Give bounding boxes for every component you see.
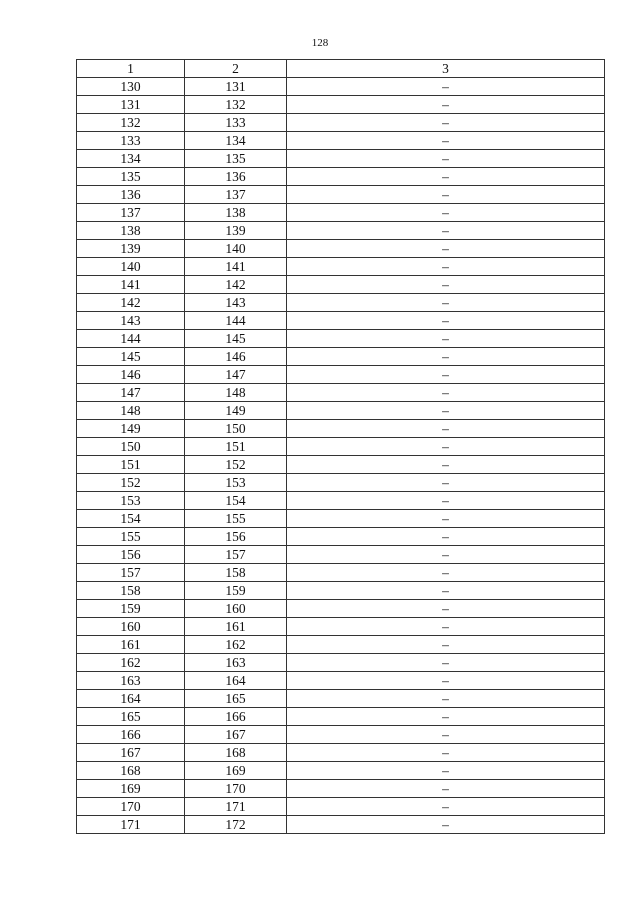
table-cell-col-1: 167	[77, 744, 185, 762]
table-cell-col-3: –	[287, 780, 605, 798]
table-row	[77, 798, 605, 816]
table-row	[77, 780, 605, 798]
table-cell-col-2: 152	[185, 456, 287, 474]
table-row	[77, 96, 605, 114]
table-row	[77, 330, 605, 348]
table-cell-col-2: 132	[185, 96, 287, 114]
table-row	[77, 294, 605, 312]
table-cell-col-3: –	[287, 474, 605, 492]
table-cell-col-3: –	[287, 762, 605, 780]
table-row	[77, 78, 605, 96]
table-row	[77, 492, 605, 510]
table-cell-col-3: –	[287, 222, 605, 240]
table-cell-col-2: 158	[185, 564, 287, 582]
table-row	[77, 582, 605, 600]
table-cell-col-1: 145	[77, 348, 185, 366]
table-cell-col-2: 145	[185, 330, 287, 348]
table-row	[77, 744, 605, 762]
table-cell-col-2: 131	[185, 78, 287, 96]
table-cell-col-3: –	[287, 96, 605, 114]
table-cell-col-1: 171	[77, 816, 185, 834]
table-row	[77, 690, 605, 708]
table-cell-col-2: 167	[185, 726, 287, 744]
table-cell-col-2: 169	[185, 762, 287, 780]
table-cell-col-3: –	[287, 546, 605, 564]
table-row	[77, 456, 605, 474]
table-cell-col-1: 156	[77, 546, 185, 564]
table-cell-col-2: 157	[185, 546, 287, 564]
table-row	[77, 240, 605, 258]
table-cell-col-1: 158	[77, 582, 185, 600]
table-row	[77, 816, 605, 834]
table-cell-col-2: 151	[185, 438, 287, 456]
table-row	[77, 474, 605, 492]
table-cell-col-1: 166	[77, 726, 185, 744]
table-cell-col-3: –	[287, 510, 605, 528]
table-row	[77, 546, 605, 564]
table-cell-col-3: –	[287, 690, 605, 708]
table-cell-col-1: 142	[77, 294, 185, 312]
table-row	[77, 222, 605, 240]
table-cell-col-1: 165	[77, 708, 185, 726]
table-cell-col-2: 165	[185, 690, 287, 708]
table-cell-col-1: 138	[77, 222, 185, 240]
table-cell-col-3: –	[287, 726, 605, 744]
table-cell-col-3: –	[287, 798, 605, 816]
table-row	[77, 366, 605, 384]
table-row	[77, 114, 605, 132]
table-cell-col-2: 162	[185, 636, 287, 654]
table-row	[77, 600, 605, 618]
table-cell-col-1: 149	[77, 420, 185, 438]
table-cell-col-3: –	[287, 114, 605, 132]
table-cell-col-1: 151	[77, 456, 185, 474]
table-cell-col-1: 131	[77, 96, 185, 114]
table-cell-col-1: 157	[77, 564, 185, 582]
table-cell-col-2: 144	[185, 312, 287, 330]
table-cell-col-3: –	[287, 492, 605, 510]
table-cell-col-2: 153	[185, 474, 287, 492]
table-cell-col-1: 148	[77, 402, 185, 420]
table-cell-col-3: –	[287, 456, 605, 474]
table-cell-col-2: 149	[185, 402, 287, 420]
table-cell-col-2: 139	[185, 222, 287, 240]
table-cell-col-3: –	[287, 672, 605, 690]
table-cell-col-3: –	[287, 78, 605, 96]
table-cell-col-3: –	[287, 366, 605, 384]
table-cell-col-2: 134	[185, 132, 287, 150]
table-row	[77, 312, 605, 330]
table-row	[77, 528, 605, 546]
table-cell-col-1: 141	[77, 276, 185, 294]
table-row	[77, 636, 605, 654]
table-cell-col-3: –	[287, 528, 605, 546]
table-cell-col-2: 172	[185, 816, 287, 834]
table-cell-col-2: 135	[185, 150, 287, 168]
table-cell-col-3: –	[287, 186, 605, 204]
table-cell-col-2: 148	[185, 384, 287, 402]
table-cell-col-1: 153	[77, 492, 185, 510]
header-row	[77, 60, 605, 78]
data-table	[76, 59, 605, 834]
table-cell-col-2: 147	[185, 366, 287, 384]
table-cell-col-2: 161	[185, 618, 287, 636]
table-cell-col-3: –	[287, 348, 605, 366]
table-cell-col-1: 144	[77, 330, 185, 348]
table-cell-col-3: –	[287, 330, 605, 348]
table-cell-col-1: 134	[77, 150, 185, 168]
table-row	[77, 150, 605, 168]
table-cell-col-3: –	[287, 204, 605, 222]
table-cell-col-2: 160	[185, 600, 287, 618]
table-cell-col-1: 164	[77, 690, 185, 708]
table-cell-col-2: 150	[185, 420, 287, 438]
table-cell-col-3: –	[287, 312, 605, 330]
table-row	[77, 186, 605, 204]
table-cell-col-3: –	[287, 132, 605, 150]
table-cell-col-3: –	[287, 294, 605, 312]
table-cell-col-2: 137	[185, 186, 287, 204]
table-cell-col-2: 133	[185, 114, 287, 132]
table-cell-col-2: 136	[185, 168, 287, 186]
table-cell-col-3: –	[287, 654, 605, 672]
table-cell-col-1: 170	[77, 798, 185, 816]
table-cell-col-2: 154	[185, 492, 287, 510]
table-row	[77, 510, 605, 528]
table-cell-col-1: 136	[77, 186, 185, 204]
table-cell-col-1: 163	[77, 672, 185, 690]
table-cell-col-2: 168	[185, 744, 287, 762]
table-cell-col-1: 161	[77, 636, 185, 654]
table-row	[77, 276, 605, 294]
table-cell-col-1: 162	[77, 654, 185, 672]
table-cell-col-1: 152	[77, 474, 185, 492]
table-body	[77, 78, 605, 834]
table-cell-col-1: 132	[77, 114, 185, 132]
table-cell-col-1: 155	[77, 528, 185, 546]
table-cell-col-3: –	[287, 258, 605, 276]
table-cell-col-1: 130	[77, 78, 185, 96]
table-row	[77, 132, 605, 150]
table-cell-col-2: 171	[185, 798, 287, 816]
table-cell-col-3: –	[287, 240, 605, 258]
table-cell-col-1: 160	[77, 618, 185, 636]
table-cell-col-3: –	[287, 402, 605, 420]
table-cell-col-2: 143	[185, 294, 287, 312]
table-cell-col-3: –	[287, 744, 605, 762]
table-row	[77, 618, 605, 636]
table-row	[77, 348, 605, 366]
table-row	[77, 564, 605, 582]
table-cell-col-2: 142	[185, 276, 287, 294]
table-cell-col-3: –	[287, 384, 605, 402]
page-number: 128	[311, 37, 329, 49]
table-cell-col-2: 164	[185, 672, 287, 690]
table-cell-col-1: 147	[77, 384, 185, 402]
table-row	[77, 402, 605, 420]
table-cell-col-3: –	[287, 582, 605, 600]
table-row	[77, 168, 605, 186]
table-cell-col-3: –	[287, 276, 605, 294]
table-cell-col-3: –	[287, 420, 605, 438]
table-cell-col-2: 140	[185, 240, 287, 258]
table-cell-col-3: –	[287, 150, 605, 168]
table-cell-col-2: 170	[185, 780, 287, 798]
column-header-1: 1	[77, 60, 185, 78]
table-cell-col-2: 155	[185, 510, 287, 528]
table-cell-col-3: –	[287, 816, 605, 834]
table-cell-col-2: 166	[185, 708, 287, 726]
table-cell-col-3: –	[287, 564, 605, 582]
column-header-3: 3	[287, 60, 605, 78]
table-cell-col-3: –	[287, 636, 605, 654]
table-row	[77, 204, 605, 222]
table-row	[77, 438, 605, 456]
table-cell-col-2: 156	[185, 528, 287, 546]
table-cell-col-1: 139	[77, 240, 185, 258]
table-cell-col-1: 137	[77, 204, 185, 222]
table-row	[77, 708, 605, 726]
table-row	[77, 654, 605, 672]
table-cell-col-2: 159	[185, 582, 287, 600]
table-cell-col-1: 154	[77, 510, 185, 528]
table-cell-col-3: –	[287, 708, 605, 726]
table-cell-col-1: 168	[77, 762, 185, 780]
table-cell-col-2: 141	[185, 258, 287, 276]
column-header-2: 2	[185, 60, 287, 78]
table-row	[77, 420, 605, 438]
table-cell-col-2: 163	[185, 654, 287, 672]
table-row	[77, 762, 605, 780]
table-cell-col-1: 135	[77, 168, 185, 186]
table-row	[77, 672, 605, 690]
table-cell-col-2: 138	[185, 204, 287, 222]
table-row	[77, 384, 605, 402]
table-cell-col-3: –	[287, 618, 605, 636]
table-cell-col-1: 143	[77, 312, 185, 330]
table-cell-col-1: 140	[77, 258, 185, 276]
table-cell-col-3: –	[287, 438, 605, 456]
table-cell-col-3: –	[287, 600, 605, 618]
table-row	[77, 726, 605, 744]
table-cell-col-1: 169	[77, 780, 185, 798]
table-header	[77, 60, 605, 78]
table-cell-col-2: 146	[185, 348, 287, 366]
table-cell-col-3: –	[287, 168, 605, 186]
table-cell-col-1: 159	[77, 600, 185, 618]
table-cell-col-1: 150	[77, 438, 185, 456]
table-cell-col-1: 133	[77, 132, 185, 150]
table-row	[77, 258, 605, 276]
table-cell-col-1: 146	[77, 366, 185, 384]
